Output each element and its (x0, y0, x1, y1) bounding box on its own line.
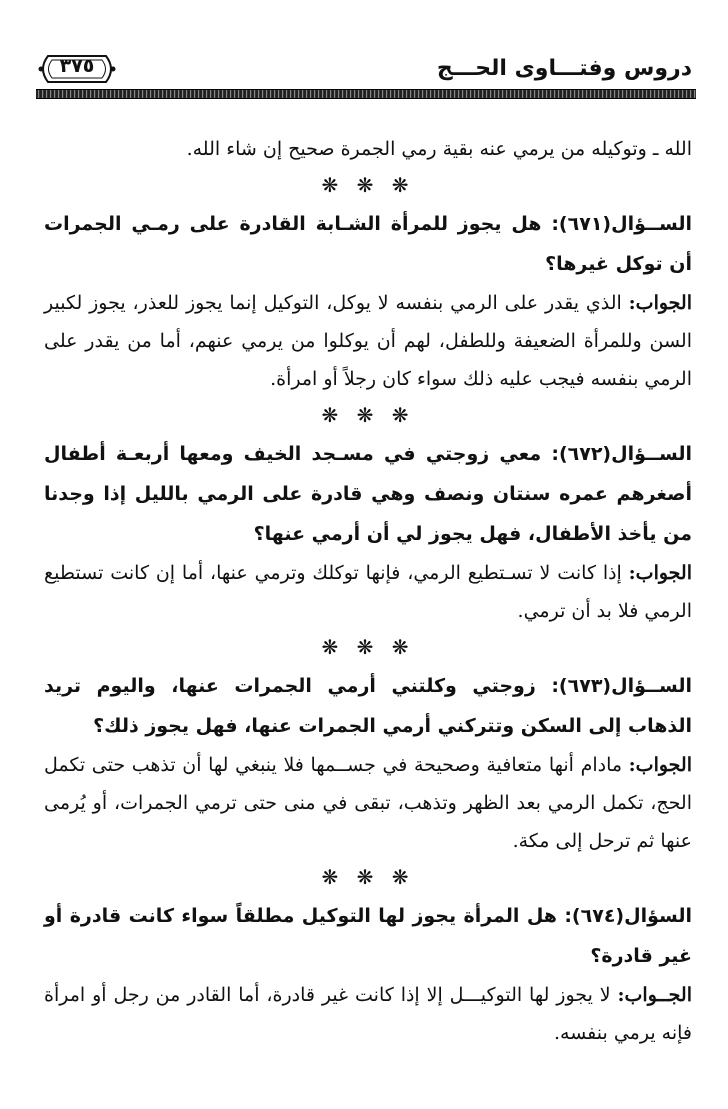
question-671: الســؤال(٦٧١): هل يجوز للمرأة الشـابة القادرة على رمـي الجمرات أن توكل غيرها؟ (44, 213, 692, 275)
page-body (44, 130, 692, 1052)
answer-674 (44, 976, 692, 1052)
section-divider: ❋ ❋ ❋ (321, 865, 415, 889)
page-number-badge (36, 52, 118, 86)
paragraph-continuation: الله ـ وتوكيله من يرمي عنه بقية رمي الجمرة صحيح إن شاء الله. (186, 138, 692, 160)
answer-label: الجواب: (628, 562, 692, 584)
answer-text: لا يجوز لها التوكيـــل إلا إذا كانت غير قادرة، أما القادر من رجل أو امرأة فإنه يرمي بنفسه. (44, 984, 692, 1044)
section-divider: ❋ ❋ ❋ (321, 635, 415, 659)
page-header (36, 52, 696, 100)
section-divider: ❋ ❋ ❋ (321, 173, 415, 197)
answer-text: إذا كانت لا تسـتطيع الرمي، فإنها توكلك وترمي عنها، أما إن كانت تستطيع الرمي فلا بد أن ترمي. (44, 562, 692, 622)
question-673: الســؤال(٦٧٣): زوجتي وكلتني أرمي الجمرات عنها، واليوم تريد الذهاب إلى السكن وتتركني أرمي الجمرات عنها، فهل يجوز ذلك؟ (44, 675, 692, 737)
answer-label: الجواب: (628, 754, 692, 776)
question-672: الســؤال(٦٧٢): معي زوجتي في مسـجد الخيف ومعها أربعـة أطفال أصغرهم عمره سنتان ونصف وهي قادرة على الرمي بالليل إذا وجدنا من يأخذ الأطفال، فهل يجوز لي أن أرمي عنها؟ (44, 443, 692, 545)
header-rule (36, 89, 696, 99)
answer-673 (44, 746, 692, 860)
running-title: دروس وفتـــاوى الحـــج (436, 56, 692, 81)
answer-label: الجــواب: (617, 984, 692, 1006)
answer-672 (44, 554, 692, 630)
answer-671 (44, 284, 692, 398)
answer-text: مادام أنها متعافية وصحيحة في جســمها فلا ينبغي لها أن تذهب حتى تكمل الحج، تكمل الرمي بعد الظهر وتذهب، تبقى في منى حتى ترمي الجمرات، أو يُرمى عنها ثم ترحل إلى مكة. (44, 754, 692, 852)
question-674: السؤال(٦٧٤): هل المرأة يجوز لها التوكيل مطلقاً سواء كانت قادرة أو غير قادرة؟ (44, 905, 692, 967)
answer-text: الذي يقدر على الرمي بنفسه لا يوكل، التوكيل إنما يجوز للعذر، يجوز لكبير السن وللمرأة الضعيفة وللطفل، لهم أن يوكلوا من يرمي عنهم، أما من يقدر على الرمي بنفسه فيجب عليه ذلك سواء كان رجلاً أو امرأة. (44, 292, 692, 390)
page-number: ٣٧٥ (59, 55, 95, 77)
section-divider: ❋ ❋ ❋ (321, 403, 415, 427)
answer-label: الجواب: (628, 292, 692, 314)
